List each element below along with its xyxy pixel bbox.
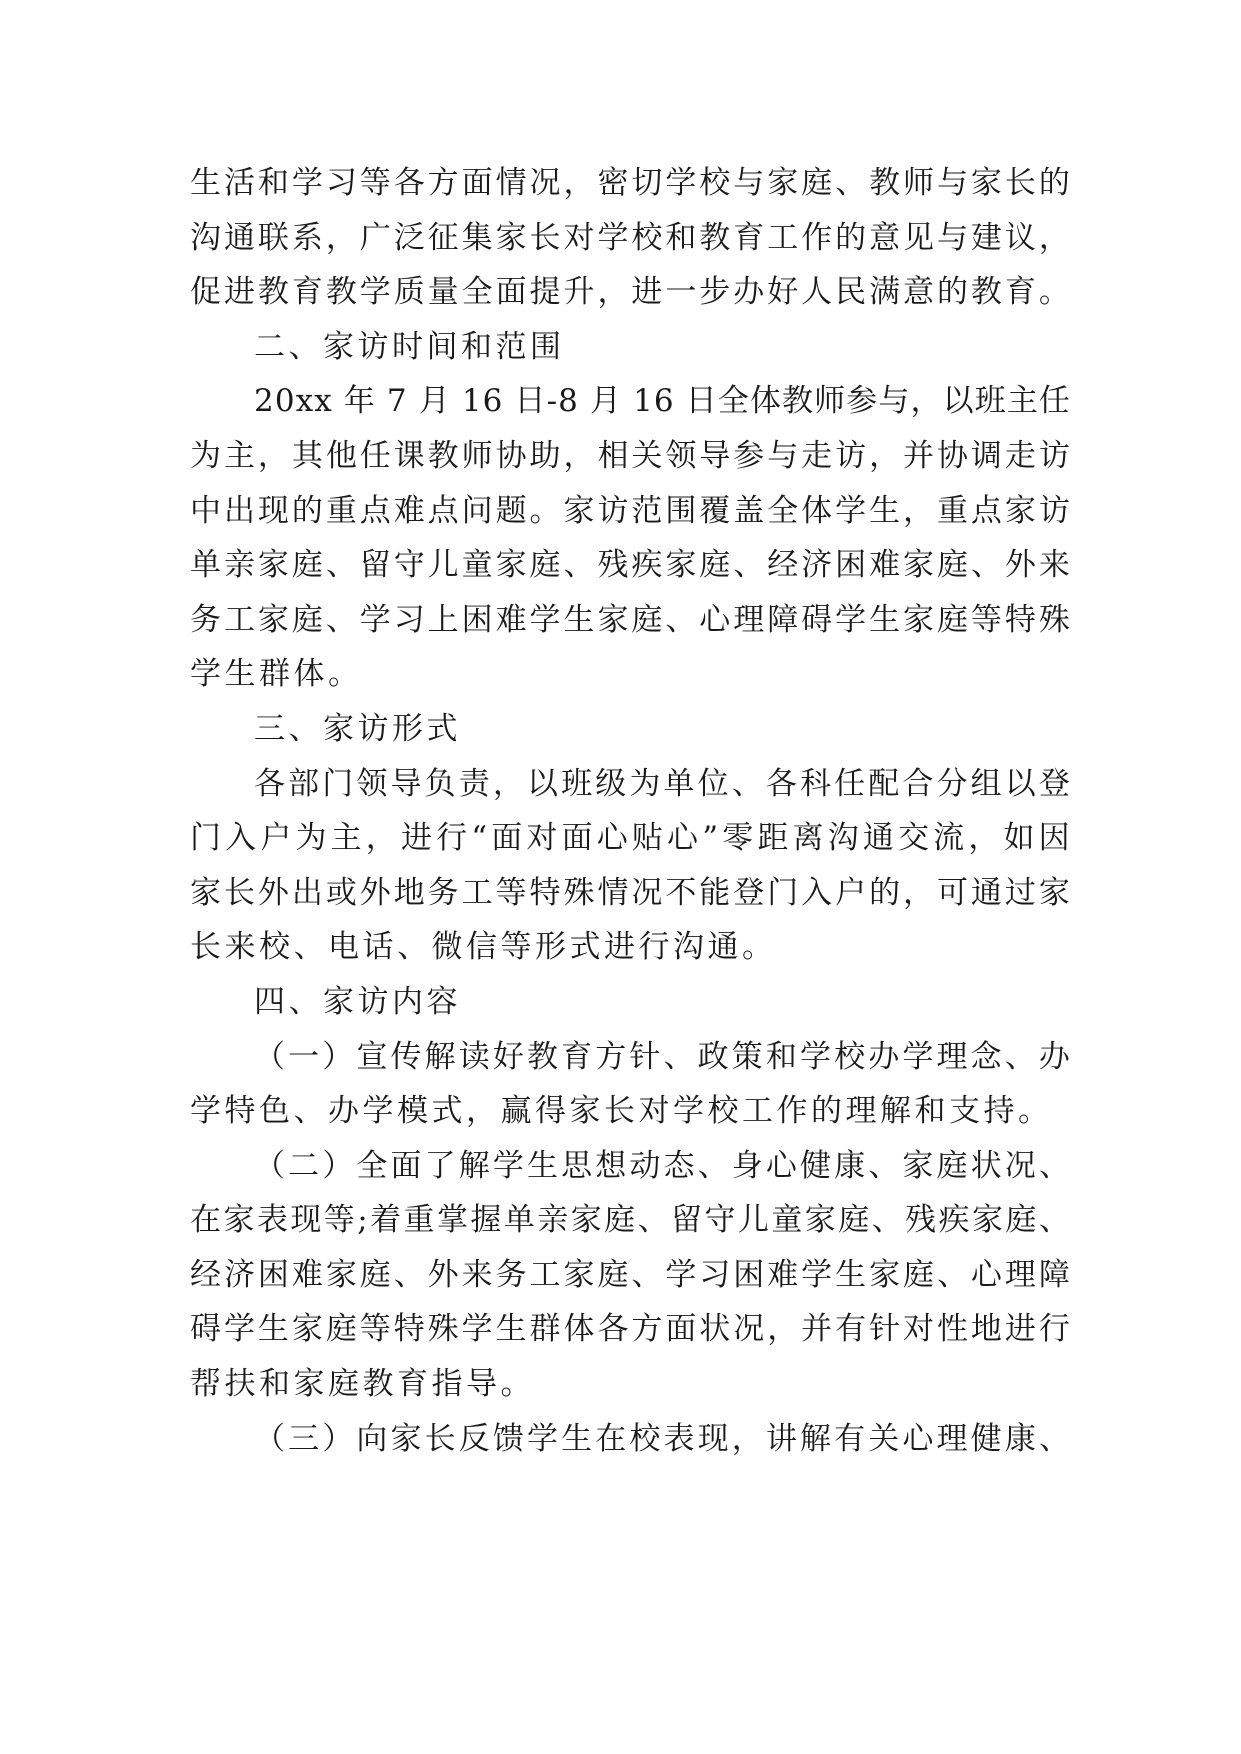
section-heading: 二、家访时间和范围 bbox=[254, 328, 565, 365]
paragraph-line: 促 进 教 育 教 学 质 量 全 面 提 升 ， 进 一 步 办 好 人 民 满 意 的 教 育 。 bbox=[190, 274, 1070, 311]
paragraph-line: 生 活 和 学 习 等 各 方 面 情 况 ， 密 切 学 校 与 家 庭 、 教 师 与 家 长 的 bbox=[190, 165, 1070, 201]
paragraph-line: 沟 通 联 系 ， 广 泛 征 集 家 长 对 学 校 和 教 育 工 作 的 意 见 与 建 议 ， bbox=[190, 219, 1070, 256]
paragraph-line: 长来校、电话、微信等形式进行沟通。 bbox=[190, 929, 777, 966]
paragraph-line: 单 亲 家 庭 、 留 守 儿 童 家 庭 、 残 疾 家 庭 、 经 济 困 难 家 庭 、 外 来 bbox=[190, 547, 1070, 584]
paragraph-line: 碍 学 生 家 庭 等 特 殊 学 生 群 体 各 方 面 状 况 ， 并 有 针 对 性 地 进 行 bbox=[190, 1311, 1070, 1348]
paragraph-line: 门 入 户 为 主 ， 进 行 “ 面 对 面 心 贴 心 ” 零 距 离 沟 通 交 流 ， 如 因 bbox=[190, 820, 1070, 857]
paragraph-line: 学生群体。 bbox=[190, 656, 363, 693]
paragraph-line: 帮扶和家庭教育指导。 bbox=[190, 1366, 535, 1403]
paragraph-line: （ 一 ） 宣 传 解 读 好 教 育 方 针 、 政 策 和 学 校 办 学 理 念 、 办 bbox=[254, 1038, 1070, 1075]
paragraph-line: （ 二 ） 全 面 了 解 学 生 思 想 动 态 、 身 心 健 康 、 家 庭 状 况 、 bbox=[254, 1147, 1070, 1184]
paragraph-line: 家 长 外 出 或 外 地 务 工 等 特 殊 情 况 不 能 登 门 入 户 的 ， 可 通 过 家 bbox=[190, 874, 1070, 911]
section-heading: 三、家访形式 bbox=[254, 710, 461, 747]
paragraph-line: 经 济 困 难 家 庭 、 外 来 务 工 家 庭 、 学 习 困 难 学 生 家 庭 、 心 理 障 bbox=[190, 1256, 1070, 1293]
paragraph-line: 中 出 现 的 重 点 难 点 问 题 。 家 访 范 围 覆 盖 全 体 学 生 ， 重 点 家 访 bbox=[190, 492, 1070, 529]
paragraph-line: 在 家 表 现 等 ; 着 重 掌 握 单 亲 家 庭 、 留 守 儿 童 家 庭 、 残 疾 家 庭 、 bbox=[190, 1202, 1070, 1239]
paragraph-line: 2 0 x x 年 7 月 1 6 日 - 8 月 1 6 日 全 体 教 师 参 与 ， 以 班 主 任 bbox=[254, 383, 1070, 420]
paragraph-line: 学特色、办学模式，赢得家长对学校工作的理解和支持。 bbox=[190, 1093, 1053, 1130]
paragraph-line: 务 工 家 庭 、 学 习 上 困 难 学 生 家 庭 、 心 理 障 碍 学 生 家 庭 等 特 殊 bbox=[190, 601, 1070, 638]
paragraph-line: 为 主 ， 其 他 任 课 教 师 协 助 ， 相 关 领 导 参 与 走 访 ， 并 协 调 走 访 bbox=[190, 437, 1070, 474]
section-heading: 四、家访内容 bbox=[254, 983, 461, 1020]
paragraph-line: （ 三 ） 向 家 长 反 馈 学 生 在 校 表 现 ， 讲 解 有 关 心 理 健 康 、 bbox=[254, 1420, 1070, 1457]
paragraph-line: 各 部 门 领 导 负 责 ， 以 班 级 为 单 位 、 各 科 任 配 合 分 组 以 登 bbox=[254, 765, 1070, 802]
document-body bbox=[190, 156, 1070, 1466]
